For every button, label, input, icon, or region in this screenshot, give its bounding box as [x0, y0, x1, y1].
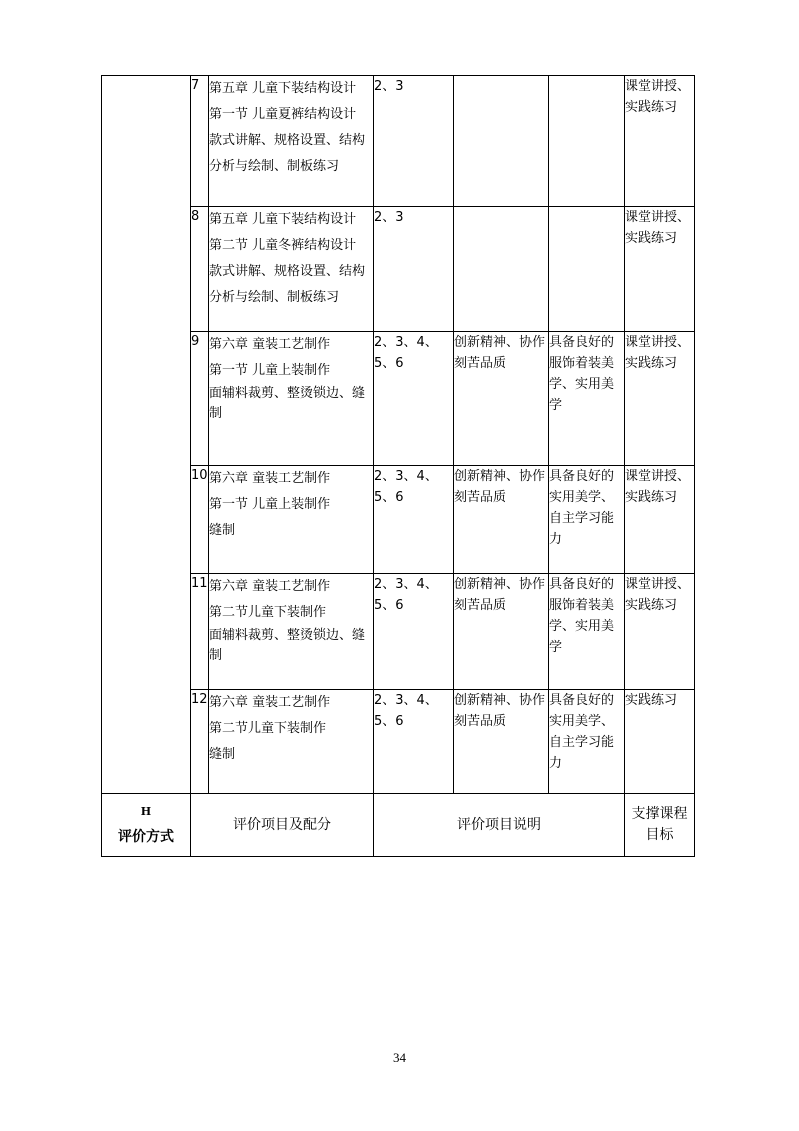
- content-line: 第二节儿童下装制作: [209, 721, 327, 736]
- week-number: 7: [191, 76, 209, 207]
- schedule-rows: [102, 76, 695, 857]
- objectives-cell: 2、3、4、5、6: [374, 690, 454, 794]
- content-line: 第一节 儿童上装制作: [209, 363, 331, 378]
- week-number: 10: [191, 466, 209, 574]
- week-number: 12: [191, 690, 209, 794]
- method-cell: 课堂讲授、实践练习: [625, 207, 695, 332]
- ideology-cell: [454, 76, 549, 207]
- evaluation-description-header: 评价项目说明: [374, 794, 625, 857]
- content-line: 缝制: [209, 747, 236, 762]
- table-row: [102, 466, 695, 574]
- content-line: 第五章 儿童下装结构设计: [209, 212, 357, 227]
- evaluation-header-row: [102, 794, 695, 857]
- table-row: [102, 332, 695, 466]
- content-line: 第一节 儿童夏裤结构设计: [209, 107, 357, 122]
- quality-cell: 具备良好的实用美学、自主学习能力: [549, 466, 625, 574]
- week-number: 11: [191, 574, 209, 690]
- quality-cell: 具备良好的服饰着装美学、实用美学: [549, 574, 625, 690]
- ideology-cell: 创新精神、协作刻苦品质: [454, 332, 549, 466]
- content-line: 款式讲解、规格设置、结构: [209, 264, 366, 279]
- content-line: 第五章 儿童下装结构设计: [209, 81, 357, 96]
- content-cell: [209, 76, 374, 207]
- week-number: 9: [191, 332, 209, 466]
- content-line: 第六章 童装工艺制作: [209, 337, 331, 352]
- content-line: 面辅料裁剪、整烫锁边、缝制: [209, 628, 366, 663]
- evaluation-section-cell: [102, 794, 191, 857]
- content-cell: [209, 690, 374, 794]
- content-line: 第六章 童装工艺制作: [209, 471, 331, 486]
- objectives-cell: 2、3: [374, 76, 454, 207]
- content-line: 缝制: [209, 523, 236, 538]
- ideology-cell: 创新精神、协作刻苦品质: [454, 690, 549, 794]
- week-number: 8: [191, 207, 209, 332]
- objectives-cell: 2、3、4、5、6: [374, 332, 454, 466]
- content-cell: [209, 207, 374, 332]
- quality-cell: 具备良好的实用美学、自主学习能力: [549, 690, 625, 794]
- content-line: 款式讲解、规格设置、结构: [209, 133, 366, 148]
- table-row: [102, 207, 695, 332]
- ideology-cell: 创新精神、协作刻苦品质: [454, 466, 549, 574]
- objectives-cell: 2、3、4、5、6: [374, 466, 454, 574]
- method-cell: 课堂讲授、实践练习: [625, 466, 695, 574]
- method-cell: 实践练习: [625, 690, 695, 794]
- table-row: [102, 574, 695, 690]
- content-line: 第六章 童装工艺制作: [209, 695, 331, 710]
- course-schedule-table: [101, 75, 695, 857]
- method-cell: 课堂讲授、实践练习: [625, 574, 695, 690]
- objectives-cell: 2、3、4、5、6: [374, 574, 454, 690]
- content-line: 第六章 童装工艺制作: [209, 579, 331, 594]
- method-cell: 课堂讲授、实践练习: [625, 332, 695, 466]
- content-cell: [209, 574, 374, 690]
- content-line: 第一节 儿童上装制作: [209, 497, 331, 512]
- content-line: 第二节儿童下装制作: [209, 605, 327, 620]
- content-line: 面辅料裁剪、整烫锁边、缝制: [209, 386, 366, 421]
- ideology-cell: [454, 207, 549, 332]
- quality-cell: 具备良好的服饰着装美学、实用美学: [549, 332, 625, 466]
- quality-cell: [549, 76, 625, 207]
- content-cell: [209, 332, 374, 466]
- section-title: 评价方式: [118, 828, 174, 845]
- quality-cell: [549, 207, 625, 332]
- objectives-cell: 2、3: [374, 207, 454, 332]
- supported-objectives-header: 支撑课程目标: [625, 794, 695, 857]
- content-line: 分析与绘制、制板练习: [209, 159, 340, 174]
- ideology-cell: 创新精神、协作刻苦品质: [454, 574, 549, 690]
- table-row: [102, 76, 695, 207]
- page-number: 34: [393, 1050, 406, 1065]
- content-cell: [209, 466, 374, 574]
- section-blank-cell: [102, 76, 191, 794]
- table-row: [102, 690, 695, 794]
- content-line: 分析与绘制、制板练习: [209, 290, 340, 305]
- evaluation-items-header: 评价项目及配分: [191, 794, 374, 857]
- content-line: 第二节 儿童冬裤结构设计: [209, 238, 357, 253]
- section-letter: H: [140, 804, 152, 818]
- method-cell: 课堂讲授、实践练习: [625, 76, 695, 207]
